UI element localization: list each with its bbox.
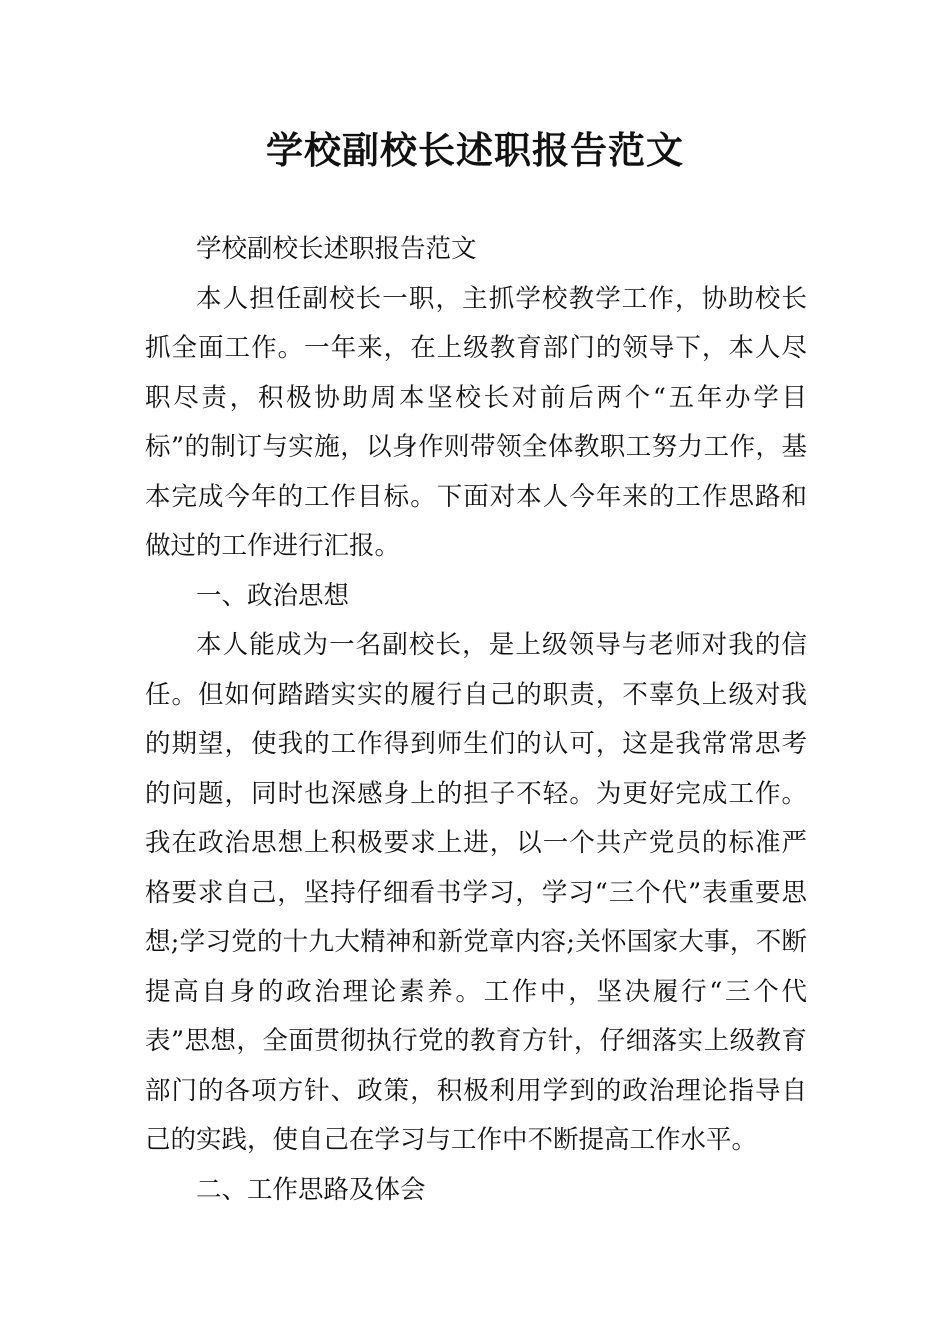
document-body: [145, 225, 807, 1215]
document-title: 学校副校长述职报告范文: [266, 129, 684, 172]
paragraph-subtitle: 学校副校长述职报告范文: [196, 234, 477, 264]
section-heading-work: 二、工作思路及体会: [196, 1174, 426, 1205]
section-heading-political: 一、政治思想: [196, 580, 350, 611]
paragraph-intro: 本人担任副校长一职，主抓学校教学工作，协助校长抓全面工作。一年来，在上级教育部门的领导下，本人尽职尽责，积极协助周本坚校长对前后两个“五年办学目标”的制订与实施，以身作则带领全体教职工努力工作，基本完成今年的工作目标。下面对本人今年来的工作思路和做过的工作进行汇报。: [145, 283, 807, 561]
paragraph-political: 本人能成为一名副校长，是上级领导与老师对我的信任。但如何踏踏实实的履行自己的职责，不辜负上级对我的期望，使我的工作得到师生们的认可，这是我常常思考的问题，同时也深感身上的担子不轻。为更好完成工作。我在政治思想上积极要求上进，以一个共产党员的标准严格要求自己，坚持仔细看书学习，学习“三个代”表重要思想;学习党的十九大精神和新党章内容;关怀国家大事，不断提高自身的政治理论素养。工作中，坚决履行“三个代表”思想，全面贯彻执行党的教育方针，仔细落实上级教育部门的各项方针、政策，积极利用学到的政治理论指导自己的实践，使自己在学习与工作中不断提高工作水平。: [145, 630, 807, 1155]
